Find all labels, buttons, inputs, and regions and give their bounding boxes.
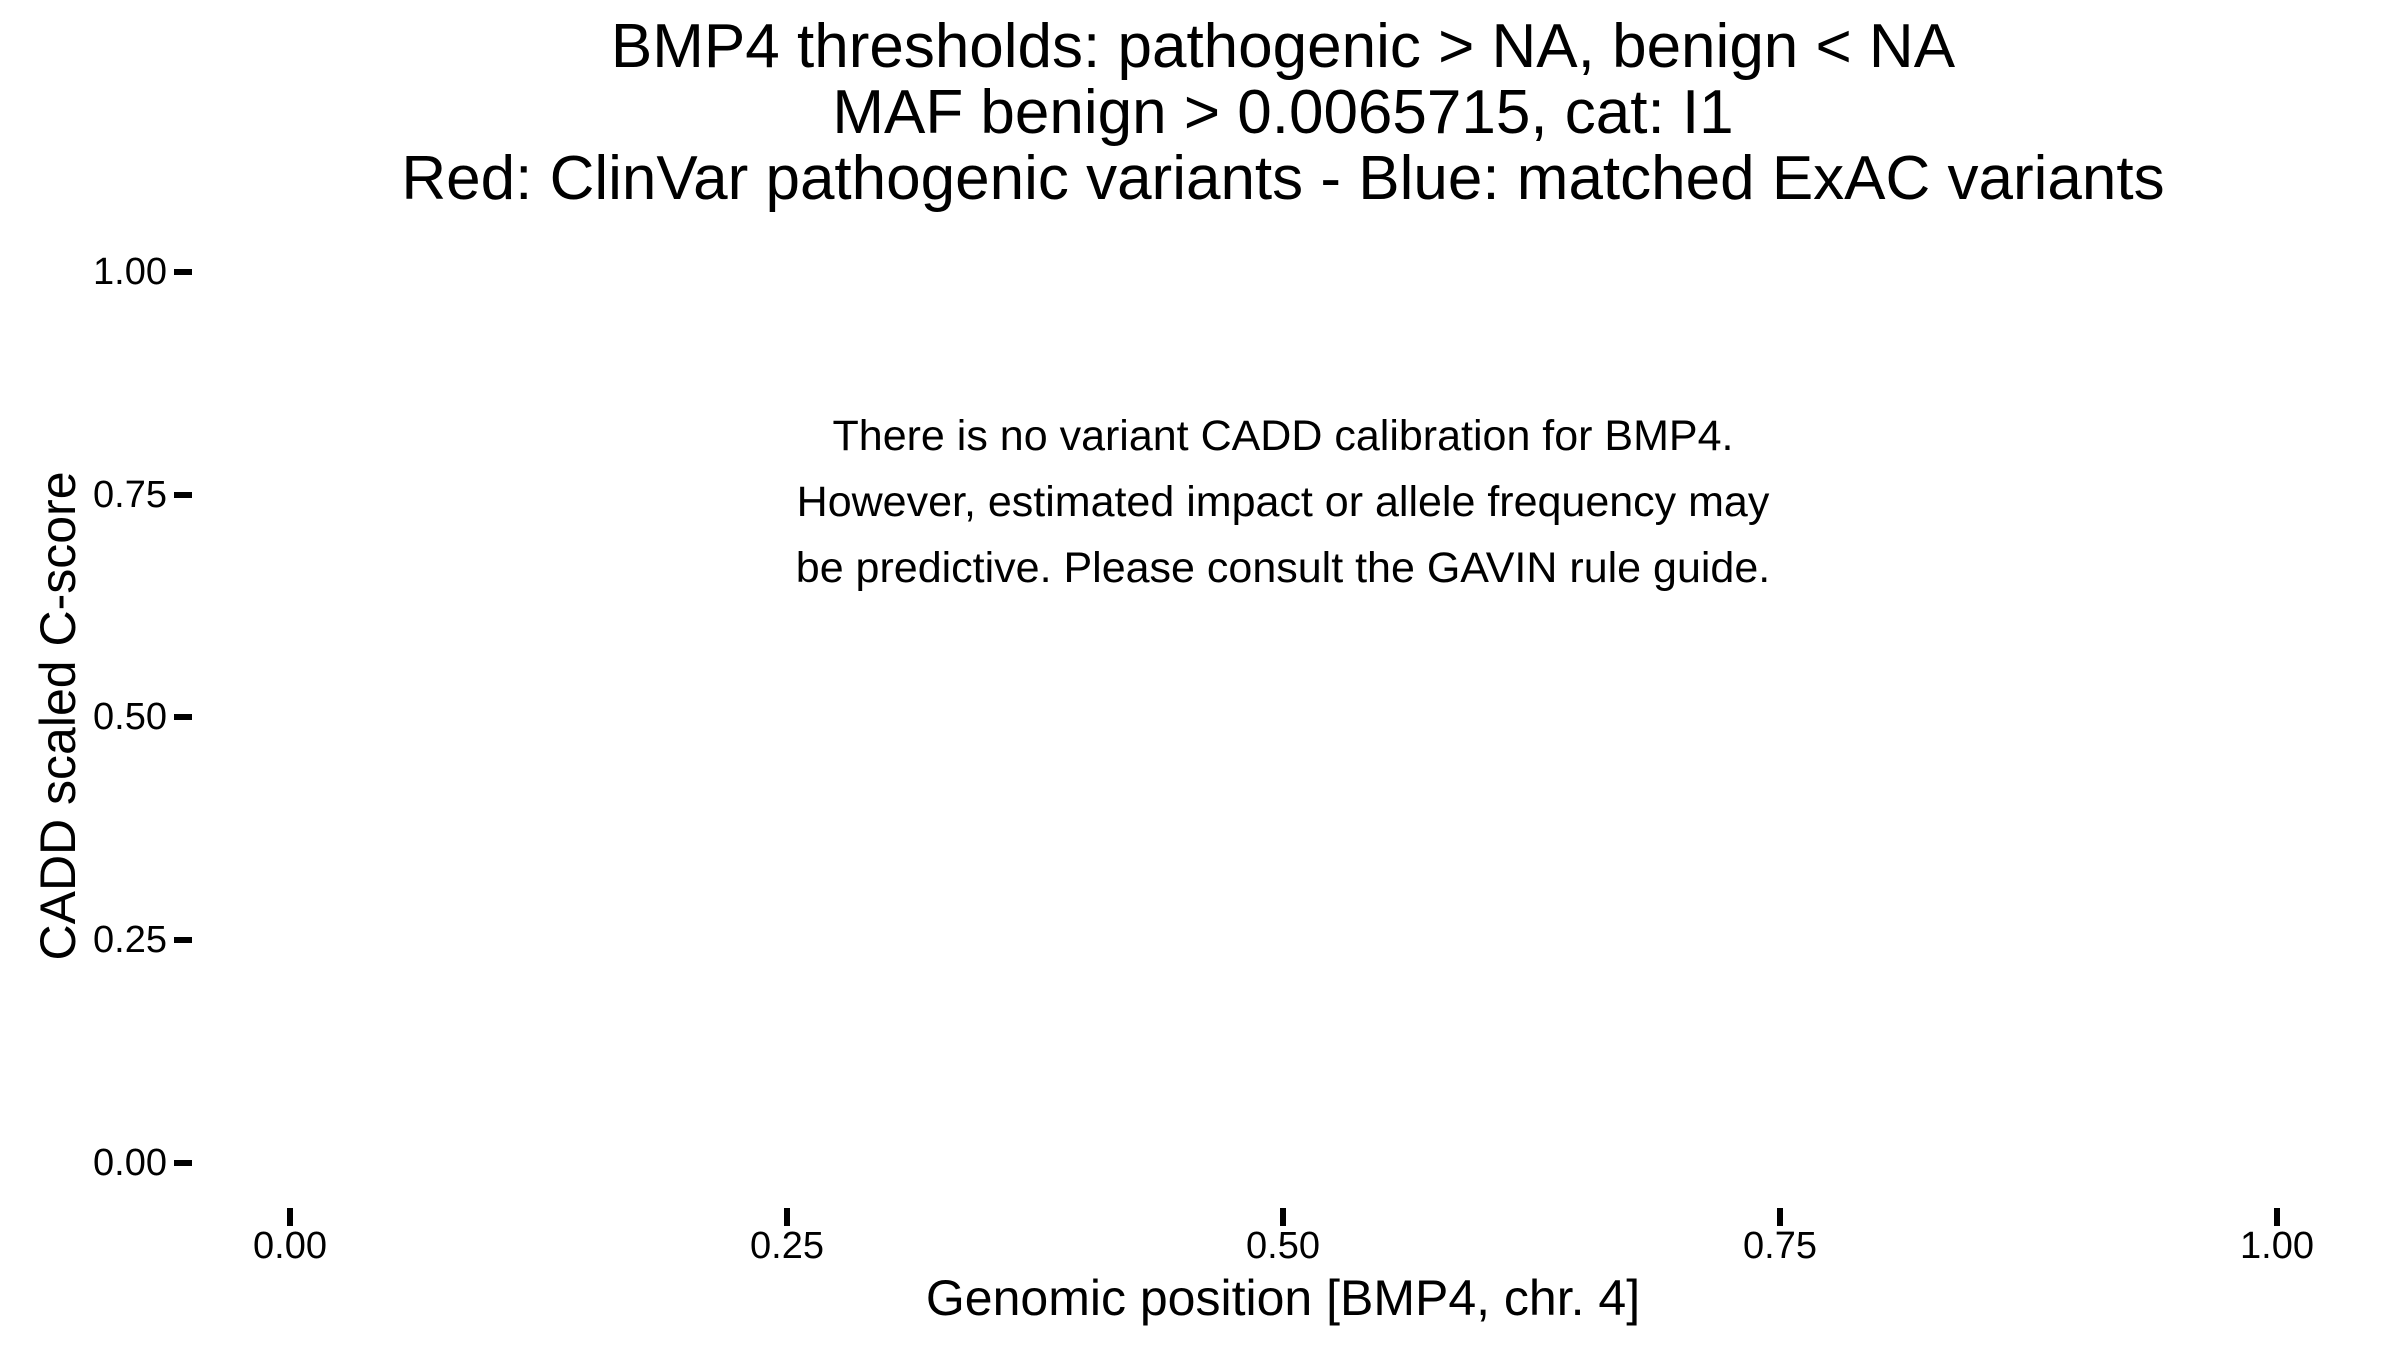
annotation-line-2: However, estimated impact or allele frequency may [796, 478, 1770, 526]
y-tick-label: 0.00 [93, 1142, 167, 1184]
x-tick-label: 1.00 [2240, 1225, 2314, 1267]
plot-title [190, 14, 2376, 212]
plot-panel [190, 227, 2376, 1208]
x-tick-label: 0.75 [1743, 1225, 1817, 1267]
y-tick-label: 1.00 [93, 251, 167, 293]
y-tick-mark [174, 937, 192, 943]
y-tick-mark [174, 492, 192, 498]
y-tick-mark [174, 269, 192, 275]
y-axis-title: CADD scaled C-score [30, 471, 86, 961]
plot-title-line-3: Red: ClinVar pathogenic variants - Blue: matched ExAC variants [401, 144, 2165, 213]
x-axis-title: Genomic position [BMP4, chr. 4] [925, 1270, 1641, 1326]
annotation-line-1: There is no variant CADD calibration for BMP4. [832, 412, 1734, 460]
annotation-line-3: be predictive. Please consult the GAVIN rule guide. [795, 544, 1771, 592]
plot-title-line-1: BMP4 thresholds: pathogenic > NA, benign < NA [610, 12, 1956, 81]
plot-title-line-2: MAF benign > 0.0065715, cat: I1 [832, 78, 1734, 147]
y-tick-label: 0.75 [93, 474, 167, 516]
y-tick-label: 0.25 [93, 919, 167, 961]
y-tick-mark [174, 1160, 192, 1166]
x-tick-label: 0.25 [750, 1225, 824, 1267]
y-tick-label: 0.50 [93, 696, 167, 738]
y-tick-mark [174, 714, 192, 720]
x-tick-label: 0.50 [1246, 1225, 1320, 1267]
x-tick-label: 0.00 [253, 1225, 327, 1267]
annotation-text [190, 403, 2376, 601]
